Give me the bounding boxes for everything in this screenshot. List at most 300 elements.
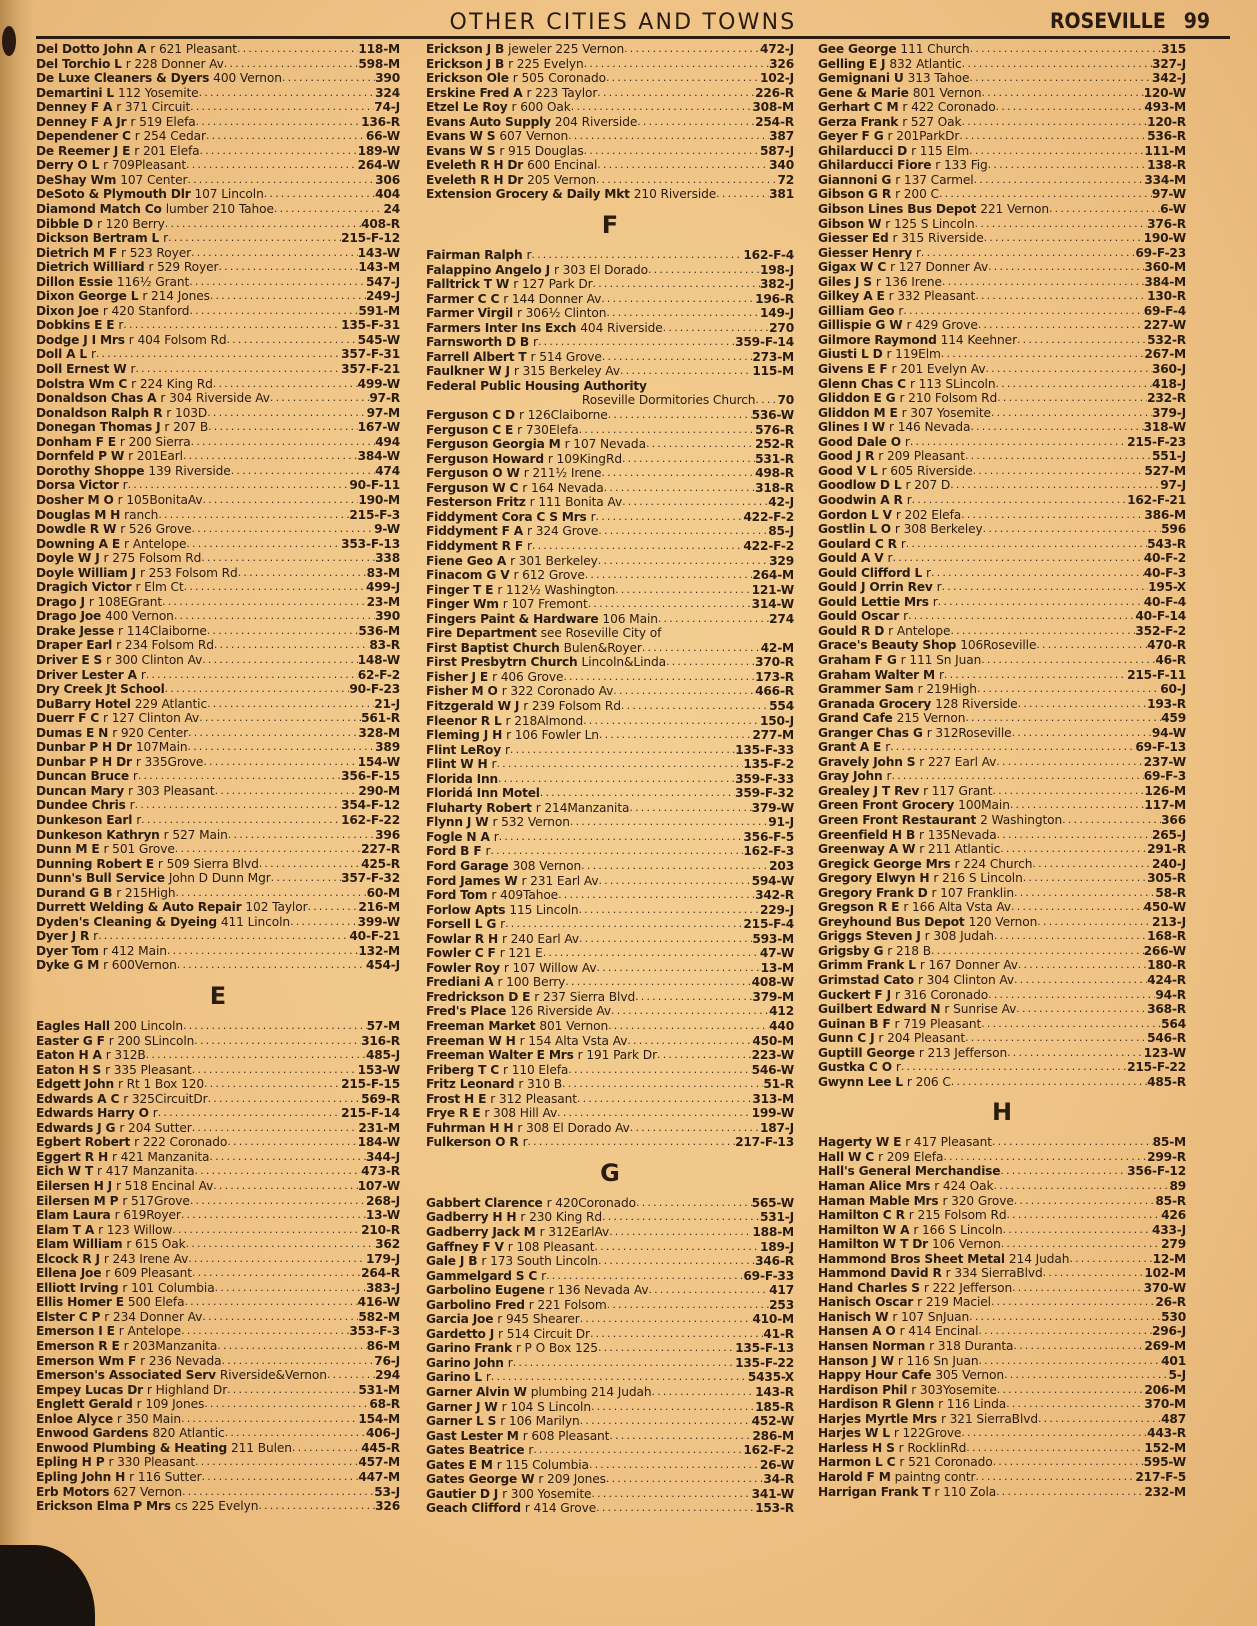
phone-number: 138-R [1147, 158, 1186, 173]
listing-address: r 303 El Dorado [553, 262, 648, 277]
listing-address: r 133 Fig [935, 158, 988, 173]
listing-row [818, 857, 1186, 872]
leader-dots [201, 551, 375, 566]
listing-name: Edwards A C [36, 1091, 120, 1106]
listing-name: Dornfeld P W [36, 449, 125, 464]
listing-address: r 730Elefa [517, 422, 579, 437]
listing-address: r 424 Oak [934, 1179, 994, 1194]
listing-row [426, 1501, 794, 1516]
listing-name: Frye R E [426, 1106, 481, 1121]
listing-address: r 529 Royer [148, 260, 219, 275]
phone-number: 135-F-31 [341, 318, 400, 333]
phone-number: 26-W [759, 1457, 794, 1472]
listing-name: Elam Laura [36, 1208, 111, 1223]
phone-number: 153-W [357, 1062, 400, 1077]
listing-name: Duncan Bruce [36, 769, 129, 784]
leader-dots [988, 158, 1147, 173]
listing-address: r 111 Bonita Av [529, 495, 623, 510]
listing-row [818, 900, 1186, 915]
listing-name: Fiddyment R F [426, 538, 523, 553]
listing-address: see Roseville City of [540, 626, 662, 641]
listing-row [426, 1472, 794, 1487]
listing-name: Harold F M [818, 1469, 891, 1484]
listing-row [426, 786, 794, 801]
leader-dots [1017, 333, 1147, 348]
listing-address: r 300 Clinton Av [106, 652, 203, 667]
listing-address: r 371 Circuit [116, 100, 191, 115]
listing-address: 607 Vernon [499, 129, 569, 144]
leader-dots [227, 333, 358, 348]
phone-number: 232-R [1147, 391, 1186, 406]
listing-name: Ferguson Georgia M [426, 437, 561, 452]
listing-row [818, 1060, 1186, 1075]
listing-address: r 517Grove [122, 1193, 190, 1208]
listing-name: Emerson Wm F [36, 1353, 137, 1368]
phone-number: 97-M [366, 405, 400, 420]
listing-name: Grace's Beauty Shop [818, 638, 957, 653]
listing-address: r 300 Yosemite [502, 1486, 592, 1501]
listing-row [36, 377, 400, 392]
phone-number: 342-J [1151, 71, 1186, 86]
listing-address: paintng contr [894, 1469, 976, 1484]
listing-name: De Reemer J E [36, 143, 131, 158]
column-middle [426, 42, 794, 1516]
listing-row [36, 653, 400, 668]
listing-row [36, 202, 400, 217]
listing-row [426, 1385, 794, 1400]
listing-name: Friberg T C [426, 1062, 500, 1077]
listing-name: Gerhart C M [818, 100, 899, 115]
phone-number: 240-J [1151, 856, 1186, 871]
listing-row [426, 144, 794, 159]
phone-number: 328-M [358, 725, 400, 740]
listing-name: Dorothy Shoppe [36, 463, 145, 478]
listing-address: r 312B [105, 1048, 146, 1063]
listing-row [818, 260, 1186, 275]
leader-dots [1012, 726, 1152, 741]
phone-number: 543-R [1147, 536, 1186, 551]
listing-name: Gray John [818, 769, 883, 784]
phone-number: 370-W [1143, 1280, 1186, 1295]
listing-row [818, 187, 1186, 202]
listing-row [818, 1075, 1186, 1090]
listing-name: Florida Inn [426, 771, 498, 786]
phone-number: 149-J [759, 306, 794, 321]
phone-number: 324 [375, 85, 400, 100]
leader-dots [642, 641, 761, 656]
phone-number: 412 [769, 1004, 794, 1019]
listing-address: r [500, 917, 506, 932]
leader-dots [181, 1208, 366, 1223]
listing-address: r 105BonitaAv [117, 492, 203, 507]
listing-row [426, 641, 794, 656]
leader-dots [646, 437, 755, 452]
phone-number: 162-F-22 [341, 812, 400, 827]
phone-number: 454-J [365, 958, 400, 973]
leader-dots [184, 1295, 357, 1310]
phone-number: 162-F-3 [743, 844, 794, 859]
listing-row [36, 915, 400, 930]
listing-name: Farmer Virgil [426, 306, 513, 321]
listing-row [36, 158, 400, 173]
phone-number: 406-J [365, 1426, 400, 1441]
leader-dots [593, 277, 760, 292]
listing-name: Garcia Joe [426, 1312, 494, 1327]
listing-address: r 509 Sierra Blvd [157, 856, 259, 871]
phone-number: 268-J [365, 1193, 400, 1208]
listing-name: Grammer Sam [818, 682, 914, 697]
leader-dots [203, 755, 357, 770]
phone-number: 593-M [752, 931, 794, 946]
leader-dots [602, 350, 753, 365]
listing-address: r 420Coronado [546, 1195, 637, 1210]
phone-number: 97-R [369, 391, 400, 406]
listing-name: Denney F A [36, 100, 113, 115]
listing-address: r 154 Alta Vsta Av [519, 1033, 628, 1048]
listing-address: r 213 Jefferson [918, 1045, 1008, 1060]
listing-row [818, 493, 1186, 508]
listing-address: r 225 Evelyn [508, 56, 584, 71]
phone-number: 418-J [1151, 376, 1186, 391]
listing-row [426, 1443, 794, 1458]
listing-name: Grigsby G [818, 943, 884, 958]
phone-number: 216-M [358, 900, 400, 915]
phone-number: 422-F-2 [743, 509, 794, 524]
listing-address: Riverside&Vernon [219, 1368, 327, 1383]
column-right [818, 42, 1186, 1499]
listing-address: r 609 Pleasant [105, 1266, 192, 1281]
listing-name: Gene & Marie [818, 85, 909, 100]
listing-name: Dunbar P H Dr [36, 754, 132, 769]
listing-address: r [936, 580, 942, 595]
listing-address: 801 Vernon [912, 85, 982, 100]
listing-row [426, 379, 794, 394]
listing-row [36, 522, 400, 537]
listing-name: Durand G B [36, 885, 113, 900]
listing-row [426, 1356, 794, 1371]
leader-dots [589, 1458, 760, 1473]
phone-number: 62-F-2 [357, 667, 400, 682]
listing-name: Forsell L G [426, 917, 497, 932]
phone-number: 532-R [1147, 332, 1186, 347]
listing-row [36, 929, 400, 944]
leader-dots [538, 335, 735, 350]
leader-dots [195, 1164, 362, 1179]
listing-row [818, 508, 1186, 523]
leader-dots [598, 524, 768, 539]
torn-corner [0, 1545, 95, 1626]
phone-number: 180-R [1147, 958, 1186, 973]
listing-row [426, 539, 794, 554]
leader-dots [983, 522, 1162, 537]
phone-number: 379-W [751, 800, 794, 815]
listing-row [818, 202, 1186, 217]
listing-address: 400 Vernon [105, 609, 174, 624]
phone-number: 97-J [1160, 478, 1186, 493]
listing-name: Gould R D [818, 623, 885, 638]
phone-number: 384-M [1144, 274, 1186, 289]
listing-address: r 201 Elefa [134, 143, 200, 158]
listing-row [426, 830, 794, 845]
listing-row [818, 289, 1186, 304]
leader-dots [540, 786, 735, 801]
listing-name: Gadberry Jack M [426, 1225, 536, 1240]
listing-name: Hardison Phil [818, 1382, 908, 1397]
listing-name: Dunkeson Kathryn [36, 827, 160, 842]
leader-dots [981, 1017, 1161, 1032]
phone-number: 217-F-13 [735, 1135, 794, 1150]
leader-dots [608, 408, 752, 423]
listing-address: r 221 Folsom [528, 1297, 607, 1312]
listing-name: Garner Alvin W [426, 1385, 527, 1400]
phone-number: 91-J [768, 815, 794, 830]
leader-dots [228, 828, 375, 843]
listing-row [36, 958, 400, 973]
listing-name: Fogle N A [426, 829, 490, 844]
phone-number: 416-W [357, 1295, 400, 1310]
phone-number: 94-W [1151, 725, 1186, 740]
listing-address: r 200 C [895, 187, 939, 202]
listing-name: Dickson Bertram L [36, 231, 160, 246]
listing-name: Farmer C C [426, 291, 500, 306]
leader-dots [1032, 857, 1152, 872]
leader-dots [890, 740, 1135, 755]
listing-name: Dibble D [36, 216, 93, 231]
listing-address: r 136 Nevada Av [548, 1283, 649, 1298]
listing-row [36, 464, 400, 479]
listing-row [426, 874, 794, 889]
listing-row [36, 1135, 400, 1150]
listing-name: Dunn's Bull Service [36, 871, 165, 886]
listing-name: Good V L [818, 463, 878, 478]
listing-address: r 304 Clinton Av [917, 973, 1015, 987]
listing-row [818, 86, 1186, 101]
listing-address: 210 Riverside [633, 187, 717, 202]
listing-name: De Luxe Cleaners & Dyers [36, 71, 210, 86]
listing-row [426, 1019, 794, 1034]
phone-number: 387 [769, 129, 794, 144]
listing-address: r 915 Douglas [499, 143, 584, 158]
listing-address: 404 Riverside [580, 320, 663, 335]
listing-row [426, 1240, 794, 1255]
listing-row [426, 554, 794, 569]
listing-row [36, 1063, 400, 1078]
phone-number: 6-W [1160, 202, 1186, 217]
leader-dots [974, 173, 1145, 188]
listing-name: Farnsworth D B [426, 335, 530, 350]
listing-row [426, 158, 794, 173]
leader-dots [1018, 697, 1148, 712]
listing-name: Drago Joe [36, 609, 102, 624]
listing-address: r 122Grove [893, 1426, 962, 1441]
leader-dots [635, 990, 752, 1005]
listing-name: Englett Gerald [36, 1397, 133, 1412]
listing-row [36, 1485, 400, 1500]
listing-address: r 324 Grove [527, 524, 599, 539]
listing-name: Harjes Myrtle Mrs [818, 1411, 937, 1426]
phone-number: 279 [1161, 1237, 1186, 1252]
listing-address: r 109KingRd [547, 451, 622, 466]
phone-number: 23-M [366, 594, 400, 609]
listing-address: r 315 Riverside [892, 231, 984, 246]
leader-dots [996, 100, 1145, 115]
listing-address: jeweler 225 Vernon [508, 42, 625, 56]
listing-address: r 110 Zola [934, 1484, 997, 1499]
listing-row [426, 1225, 794, 1240]
listing-name: Enwood Gardens [36, 1426, 149, 1441]
leader-dots [533, 1443, 743, 1458]
listing-name: Gilmore Raymond [818, 332, 937, 347]
listing-address: 126 Riverside Av [510, 1004, 611, 1019]
listing-address: Roseville Dormitories Church [581, 393, 756, 408]
leader-dots [988, 988, 1155, 1003]
listing-row [36, 1150, 400, 1165]
listing-name: Falltrick T W [426, 277, 510, 292]
listing-name: Fiene Geo A [426, 553, 507, 568]
leader-dots [565, 975, 751, 990]
leader-dots [942, 580, 1149, 595]
listing-address: r 112½ Washington [497, 582, 616, 597]
phone-number: 187-J [759, 1120, 794, 1135]
phone-number: 152-M [1144, 1440, 1186, 1455]
listing-row [36, 726, 400, 741]
listing-row [36, 1339, 400, 1354]
phone-number: 85-M [1152, 1135, 1186, 1150]
listing-address: r 224 King Rd [131, 376, 213, 391]
phone-number: 404 [375, 187, 400, 202]
leader-dots [490, 844, 743, 859]
listing-row [36, 886, 400, 901]
listing-address: r 191 Park Dr [577, 1048, 657, 1063]
listing-address: r 107 Franklin [931, 885, 1015, 900]
listing-name: Fuhrman H H [426, 1120, 514, 1135]
phone-number: 40-F-3 [1143, 565, 1186, 580]
listing-name: Freeman W H [426, 1033, 516, 1048]
leader-dots [580, 1312, 753, 1327]
listing-row [36, 478, 400, 493]
listing-name: Fisher J E [426, 669, 489, 684]
listing-name: Gould Clifford L [818, 565, 923, 580]
listing-row [818, 769, 1186, 784]
listing-address: 100Main [958, 798, 1010, 813]
listing-name: Emerson R E [36, 1339, 120, 1354]
listing-row [426, 71, 794, 86]
page-number: 99 [1183, 9, 1211, 33]
phone-number: 399-W [357, 914, 400, 929]
listing-row [426, 990, 794, 1005]
listing-row [36, 1019, 400, 1034]
listing-address: r 146 Nevada [889, 420, 971, 435]
listing-row [36, 129, 400, 144]
phone-number: 215-F-15 [341, 1077, 400, 1092]
listing-name: Griggs Steven J [818, 929, 921, 944]
listing-row [426, 1196, 794, 1211]
listing-row [426, 263, 794, 278]
listing-name: Gates E M [426, 1457, 493, 1472]
listing-name: Dyden's Cleaning & Dyeing [36, 914, 217, 929]
listing-name: Downing A E [36, 536, 121, 551]
phone-number: 215-F-11 [1127, 667, 1186, 682]
leader-dots [579, 903, 760, 918]
listing-row [36, 537, 400, 552]
leader-dots [1014, 886, 1155, 901]
leader-dots [975, 289, 1147, 304]
listing-address: r [163, 231, 169, 246]
listing-row [36, 231, 400, 246]
listing-name: Dolstra Wm C [36, 376, 128, 391]
listing-address: r [895, 1060, 901, 1075]
listing-name: Finger Wm [426, 597, 499, 612]
listing-name: Enwood Plumbing & Heating [36, 1440, 227, 1455]
listing-name: Erickson Elma P Mrs [36, 1499, 171, 1514]
listing-address: r 254 Cedar [134, 129, 206, 144]
listing-address: r 166 Alta Vsta Av [903, 900, 1012, 915]
phone-number: 254-R [755, 114, 794, 129]
listing-row [426, 86, 794, 101]
listing-name: Ellena Joe [36, 1266, 102, 1281]
listing-address: r 127 Park Dr [513, 277, 593, 292]
listing-name: Frediani A [426, 975, 494, 990]
leader-dots [188, 1252, 366, 1267]
listing-name: Gelling E J [818, 56, 886, 71]
phone-number: 148-W [357, 652, 400, 667]
listing-row [818, 1237, 1186, 1252]
leader-dots [1012, 1281, 1144, 1296]
listing-address: r 334 SierraBlvd [945, 1266, 1043, 1281]
listing-address: r [93, 929, 99, 944]
leader-dots [657, 1048, 752, 1063]
listing-name: Extension Grocery & Daily Mkt [426, 187, 630, 202]
listing-row [36, 580, 400, 595]
phone-number: 318-R [755, 480, 794, 495]
listing-address: r 104 S Lincoln [501, 1399, 591, 1414]
phone-number: 135-F-13 [735, 1341, 794, 1356]
phone-number: 450-W [1143, 900, 1186, 915]
phone-number: 143-W [357, 245, 400, 260]
leader-dots [991, 406, 1152, 421]
listing-address: r [938, 667, 944, 682]
listing-row [818, 842, 1186, 857]
leader-dots [992, 1135, 1153, 1150]
phone-number: 338 [375, 551, 400, 566]
phone-number: 24 [383, 202, 400, 217]
listing-row [36, 813, 400, 828]
listing-name: Gillispie G W [818, 318, 903, 333]
phone-number: 60-J [1160, 682, 1186, 697]
leader-dots [200, 144, 358, 159]
leader-dots [663, 321, 769, 336]
phone-number: 89 [1169, 1179, 1186, 1194]
listing-address: ranch [124, 507, 159, 522]
phone-number: 42-J [768, 495, 794, 510]
listing-address: r 303Yosemite [911, 1382, 997, 1397]
listing-row [818, 653, 1186, 668]
listing-row [426, 364, 794, 379]
listing-address: r 307 Yosemite [901, 405, 991, 420]
leader-dots [910, 435, 1127, 450]
phone-number: 379-J [1151, 405, 1186, 420]
phone-number: 290-M [358, 783, 400, 798]
listing-row [36, 71, 400, 86]
phone-number: 565-W [751, 1195, 794, 1210]
leader-dots [188, 726, 358, 741]
listing-row [36, 900, 400, 915]
leader-dots [270, 391, 369, 406]
leader-dots [901, 1060, 1127, 1075]
listing-row [36, 828, 400, 843]
phone-number: 305-R [1147, 871, 1186, 886]
phone-number: 356-F-12 [1127, 1164, 1186, 1179]
